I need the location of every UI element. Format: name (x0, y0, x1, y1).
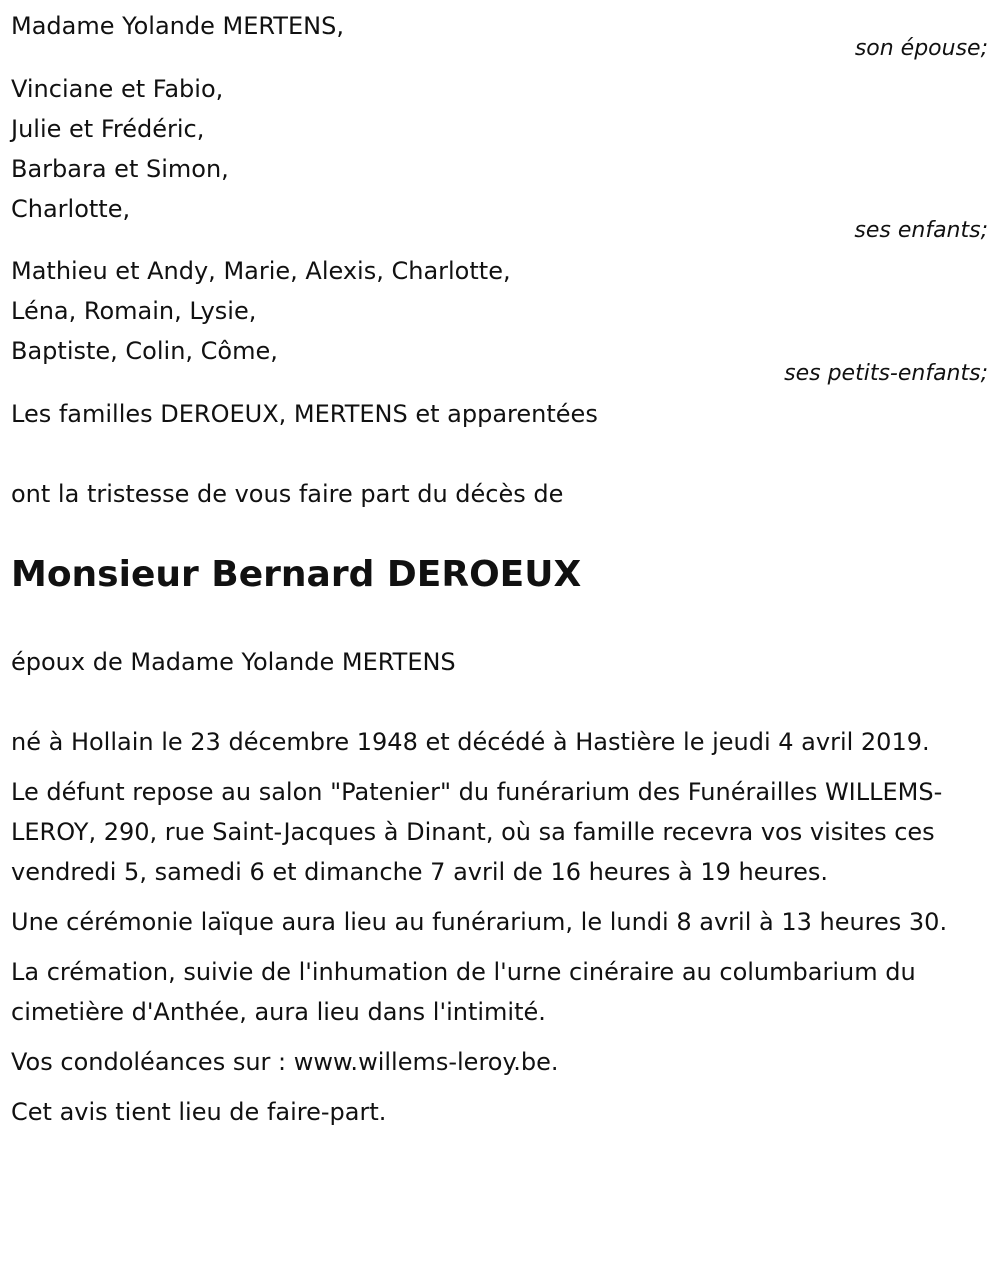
husband-of-line: époux de Madame Yolande MERTENS (11, 648, 456, 676)
cremation-paragraph: La crémation, suivie de l'inhumation de l'urne cinéraire au columbarium du cimetière d'Anthée, aura lieu dans l'intimité. (11, 958, 916, 1026)
grandchildren-relation: ses petits-enfants; (784, 361, 988, 386)
grandchildren-line: Baptiste, Colin, Côme, (11, 337, 278, 365)
notice-paragraph: Cet avis tient lieu de faire-part. (11, 1098, 387, 1126)
children-relation: ses enfants; (854, 218, 988, 243)
deceased-name: Monsieur Bernard DEROEUX (11, 554, 582, 595)
ceremony-paragraph: Une cérémonie laïque aura lieu au funérarium, le lundi 8 avril à 13 heures 30. (11, 908, 948, 936)
grandchildren-line: Mathieu et Andy, Marie, Alexis, Charlotte, (11, 257, 511, 285)
grandchildren-line: Léna, Romain, Lysie, (11, 297, 257, 325)
children-line: Vinciane et Fabio, (11, 75, 224, 103)
visitation-paragraph: Le défunt repose au salon "Patenier" du funérarium des Funérailles WILLEMS-LEROY, 290, rue Saint-Jacques à Dinant, où sa famille recevra vos visites ces vendredi 5, samedi 6 et dimanche 7 avril de 16 heures à 19 heures. (11, 778, 943, 886)
children-line: Barbara et Simon, (11, 155, 229, 183)
details-block (11, 722, 986, 1142)
announcement-line: ont la tristesse de vous faire part du décès de (11, 480, 564, 508)
families-line: Les familles DEROEUX, MERTENS et apparentées (11, 400, 598, 428)
spouse-relation: son épouse; (854, 36, 988, 61)
children-list (11, 69, 229, 229)
children-line: Julie et Frédéric, (11, 115, 205, 143)
birth-death-paragraph: né à Hollain le 23 décembre 1948 et décédé à Hastière le jeudi 4 avril 2019. (11, 728, 930, 756)
children-line: Charlotte, (11, 195, 131, 223)
grandchildren-list (11, 251, 511, 371)
condolences-paragraph: Vos condoléances sur : www.willems-leroy.be. (11, 1048, 559, 1076)
spouse-name: Madame Yolande MERTENS, (11, 12, 344, 40)
